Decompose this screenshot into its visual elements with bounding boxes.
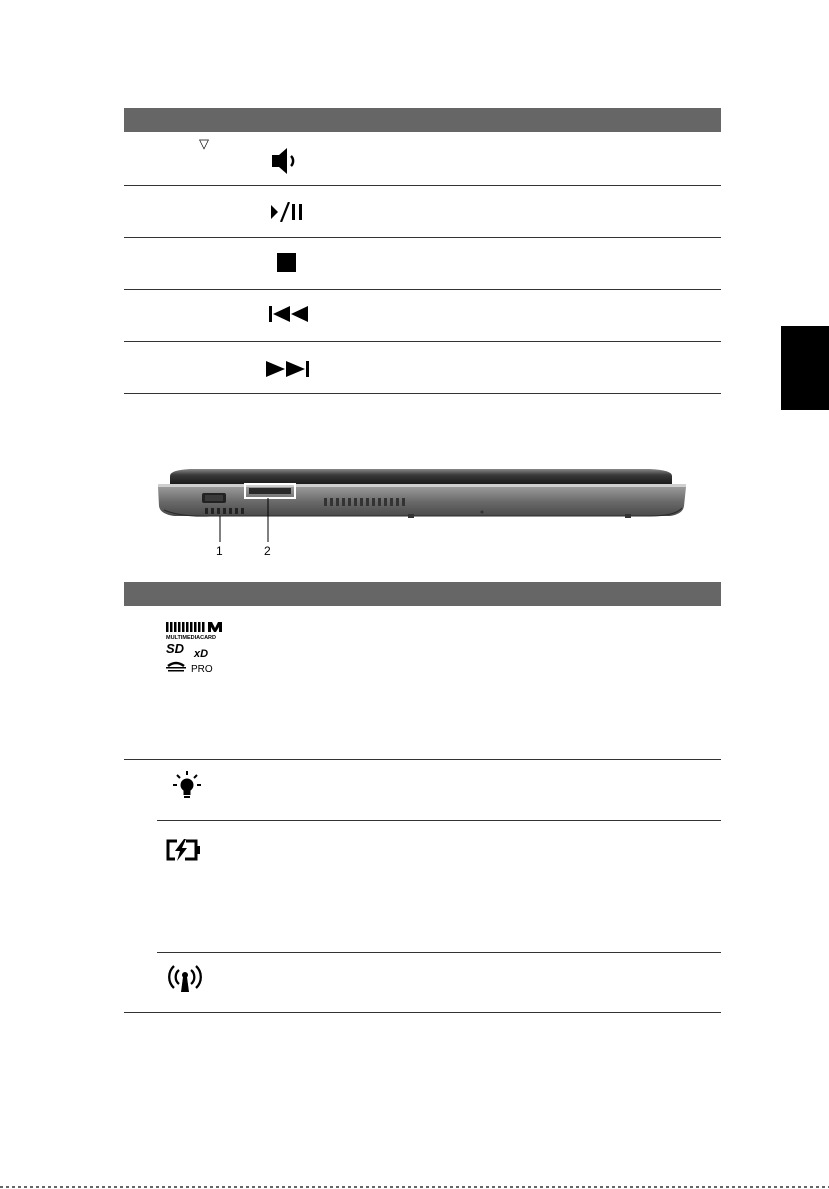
callout-2: 2 (264, 544, 271, 558)
row-divider (124, 759, 721, 760)
speaker-icon (272, 148, 302, 174)
wireless-icon (166, 964, 204, 992)
table-bottom-rule (124, 393, 721, 394)
stop-icon (277, 253, 296, 272)
speaker-marker: ▽ (199, 136, 209, 151)
front-components-table-header (124, 582, 721, 606)
sd-logo-text: SD (166, 641, 185, 656)
row-divider (124, 289, 721, 290)
row-divider (157, 952, 721, 953)
row-divider (124, 237, 721, 238)
table-bottom-rule (124, 1012, 721, 1013)
play-pause-icon (271, 202, 305, 222)
media-keys-table-header (124, 108, 721, 132)
multimediacard-logo-text: MULTIMEDIACARD (166, 635, 217, 641)
page-bottom-edge (0, 1186, 829, 1188)
row-divider (157, 820, 721, 821)
laptop-front-view-illustration (150, 450, 690, 550)
battery-charge-icon (166, 839, 202, 861)
power-light-icon (173, 771, 201, 801)
previous-track-icon (269, 306, 309, 322)
pro-logo-text: PRO (191, 664, 213, 674)
next-track-icon (266, 361, 310, 377)
callout-1: 1 (216, 544, 223, 558)
xd-logo-text: xD (194, 648, 209, 660)
row-divider (124, 341, 721, 342)
row-divider (124, 185, 721, 186)
memory-card-logos-icon (166, 622, 224, 674)
chapter-side-tab (781, 326, 829, 410)
